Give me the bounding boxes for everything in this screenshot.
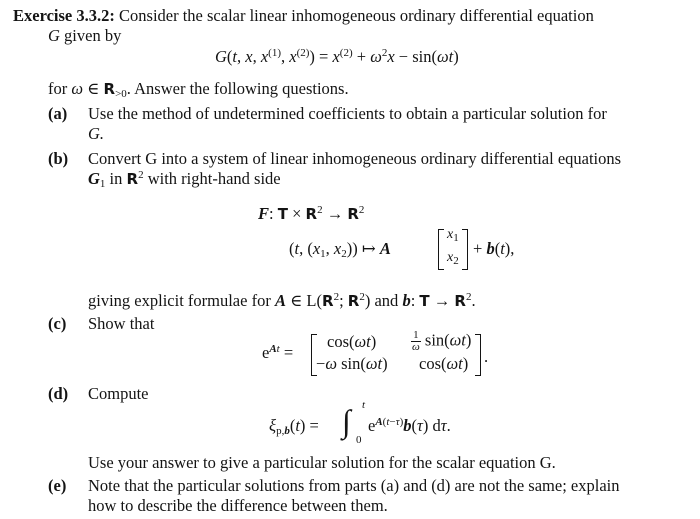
part-c-text: Show that [88,314,155,333]
part-e-text: Note that the particular solutions from parts (a) and (d) are not the same; explain [88,476,620,495]
matrix-right-bracket [475,334,481,376]
integral-lower-limit: 0 [356,434,362,446]
vector-right-bracket [462,229,468,270]
part-b-label: (b) [48,149,69,168]
integral-sign: ∫ [342,403,351,439]
integral-upper-limit: t [362,399,366,411]
part-d-label: (d) [48,384,69,403]
vector-x1: $x_1$ [447,227,459,244]
part-a-text-2: G. [88,124,105,143]
matrix-entry-11: cos(ωt) [327,332,377,351]
integral-formula: $\xi_{p,b}(t)$ = [269,416,319,437]
matrix-exponential-lhs: $e^{At}$ = [262,343,294,362]
exercise-intro: Consider the scalar linear inhomogeneous ordinary differential equation [119,6,594,25]
part-a-text: Use the method of undetermined coefficients to obtain a particular solution for [88,104,607,123]
exercise-heading: Exercise 3.3.2: [13,6,115,25]
matrix-period: . [484,347,489,366]
exercise-intro-continued: G given by [48,26,122,45]
part-b-text-3: giving explicit formulae for A ∈ $L(R^2$; $R^2$) and b: $T \to R^2$. [88,291,476,310]
map-f-rule: (t, ($x_1$, $x_2$)) ↦ A [289,239,391,260]
part-e-text-2: how to describe the difference between them. [88,496,388,515]
map-f-plus-b: + b(t), [473,239,515,258]
vector-x2: $x_2$ [447,250,459,267]
part-d-text: Compute [88,384,149,403]
part-d-text-2: Use your answer to give a particular solution for the scalar equation G. [88,453,556,472]
matrix-entry-22: cos(ωt) [419,354,469,373]
vector-left-bracket [438,229,444,270]
matrix-entry-12: $\frac{1}{\omega}$ sin(ωt) [412,329,472,353]
part-c-label: (c) [48,314,67,333]
equation-g: G(t, x, $x^{(1)}$, $x^{(2)}) = x^{(2)} + \omega^2x - \sin(\omega t)$ [215,47,459,66]
part-e-label: (e) [48,476,67,495]
part-a-label: (a) [48,104,68,123]
map-f-signature: F: $T \times R^2 \to R^2$ [258,204,365,223]
part-b-text: Convert G into a system of linear inhomogeneous ordinary differential equations [88,149,622,168]
matrix-entry-21: −ω sin(ωt) [316,354,388,373]
exercise-heading-line [13,6,594,26]
omega-condition-line: for ω ∈ $R_{>0}$. Answer the following questions. [48,79,349,100]
part-b-text-2: $G_1$ in $R^2$ with right-hand side [88,169,281,190]
integrand: $e^{A(t-\tau)}b(\tau)$ dτ. [368,416,451,435]
